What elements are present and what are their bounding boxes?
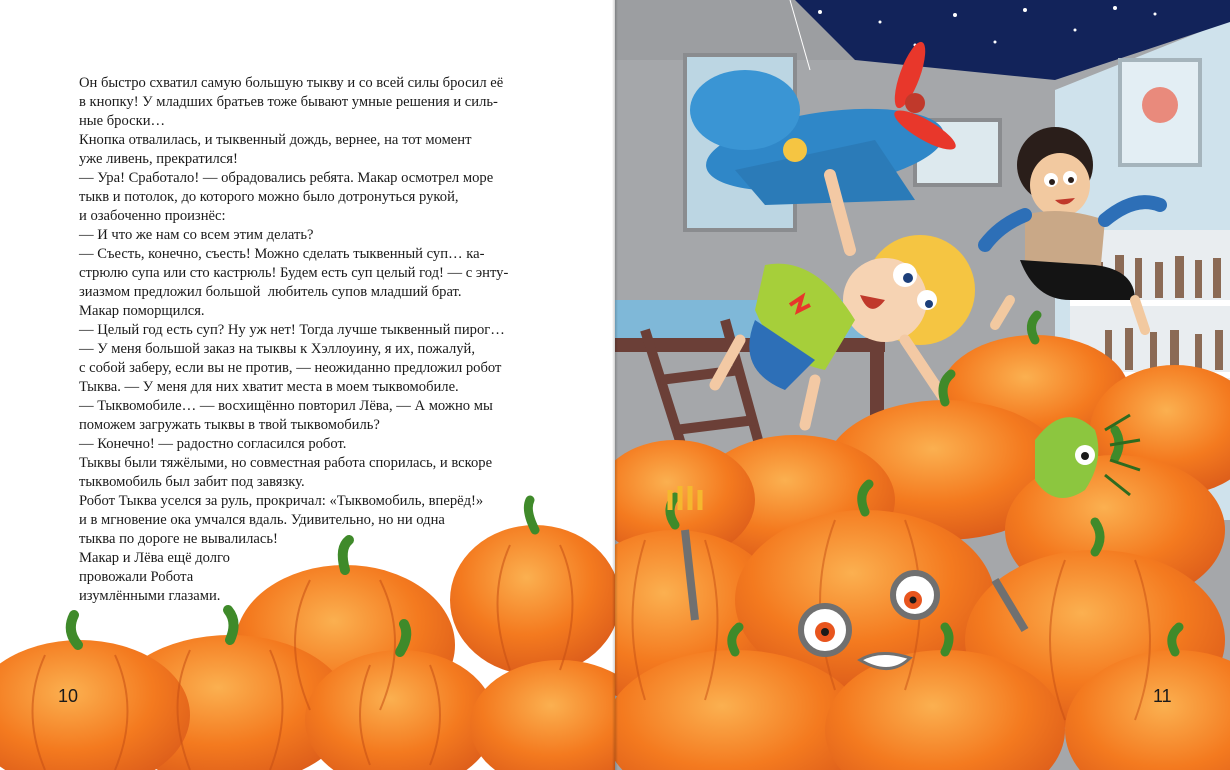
page-number-left: 10 (58, 686, 79, 706)
page-number-right: 11 (1153, 686, 1172, 706)
pumpkin-icon (0, 615, 190, 770)
story-line: зиазмом предложил большой любитель супов младший брат. (79, 284, 462, 300)
story-line: — Ура! Сработало! — обрадовались ребята. Макар осмотрел море (79, 170, 494, 186)
story-line: стрюлю супа или сто кастрюль! Будем есть суп целый год! — с энту- (79, 265, 509, 281)
story-line: изумлёнными глазами. (79, 588, 221, 604)
story-line: — Съесть, конечно, съесть! Можно сделать тыквенный суп… ка- (79, 246, 485, 262)
story-line: в кнопку! У младших братьев тоже бывают умные решения и силь- (79, 94, 498, 110)
pumpkin-icon (470, 660, 615, 770)
story-line: — Целый год есть суп? Ну уж нет! Тогда лучше тыквенный пирог… (79, 322, 505, 338)
story-line: Тыква. — У меня для них хватит места в моем тыквомобиле. (79, 379, 459, 395)
story-line: тыкв и потолок, до которого можно было дотронуться рукой, (79, 189, 459, 205)
story-line: Макар поморщился. (79, 303, 205, 319)
story-line: тыква по дороге не вывалилась! (79, 531, 278, 547)
bedroom-illustration (615, 0, 1230, 770)
book-gutter (612, 0, 618, 770)
right-page (615, 0, 1230, 770)
pumpkin-icon (450, 500, 615, 675)
story-line: поможем загружать тыквы в твой тыквомобиль? (79, 417, 380, 433)
story-line: — И что же нам со всем этим делать? (79, 227, 314, 243)
story-line: тыквомобиль был забит под завязку. (79, 474, 305, 490)
story-line: Он быстро схватил самую большую тыкву и со всей силы бросил её (79, 75, 504, 91)
story-line: — Конечно! — радостно согласился робот. (79, 436, 347, 452)
story-line: уже ливень, прекратился! (79, 151, 238, 167)
story-line: ные броски… (79, 113, 166, 129)
story-line: Робот Тыква уселся за руль, прокричал: «Тыквомобиль, вперёд!» (79, 493, 484, 509)
story-line: — Тыквомобиле… — восхищённо повторил Лёва, — А можно мы (79, 398, 493, 414)
story-line: с собой заберу, если вы не против, — неожиданно предложил робот (79, 360, 502, 376)
story-line: Макар и Лёва ещё долго (79, 550, 230, 566)
story-line: Кнопка отвалилась, и тыквенный дождь, вернее, на тот момент (79, 132, 472, 148)
story-line: Тыквы были тяжёлыми, но совместная работа спорилась, и вскоре (79, 455, 493, 471)
story-line: и в мгновение ока умчался вдаль. Удивительно, но ни одна (79, 512, 445, 528)
story-line: и озабоченно произнёс: (79, 208, 226, 224)
story-line: провожали Робота (79, 569, 194, 585)
story-line: — У меня большой заказ на тыквы к Хэллоуину, я их, пожалуй, (79, 341, 475, 357)
